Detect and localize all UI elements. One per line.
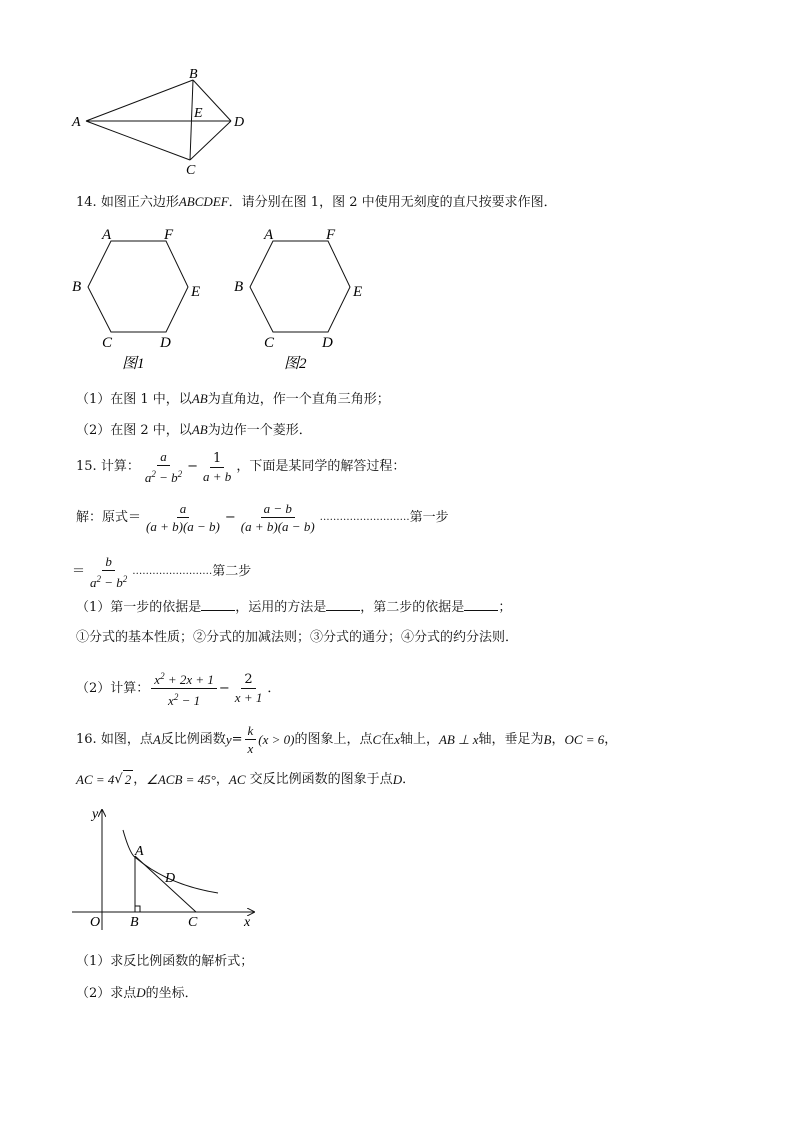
q16-comma-2: ， <box>604 731 618 747</box>
hex2-label-a: A <box>264 227 274 243</box>
q14-number: 14. <box>76 195 97 210</box>
q14-part2 <box>76 421 312 440</box>
right-angle-mark <box>135 906 140 912</box>
fig1-caption: 图1 <box>122 356 145 372</box>
q16-point-b: B <box>543 731 552 747</box>
q16-part2 <box>76 984 198 1003</box>
q15-number: 15. <box>76 459 97 474</box>
q16-angle: ∠ACB = 45° <box>146 771 216 787</box>
q16-part2-point-d: D <box>136 985 146 1000</box>
q16-point-a: A <box>152 731 161 747</box>
graph-label-x: x <box>244 915 251 930</box>
q14-stem <box>76 193 557 212</box>
hex2-label-b: B <box>234 279 244 295</box>
q15-solution-line2 <box>72 553 251 591</box>
label-d: D <box>234 115 245 130</box>
q15-dots-1: ……………………… <box>319 511 410 523</box>
q15-part2: （2）计算： $\frac{x^2 + 2x + 1}{x^2 - 1}$ − $\frac{2}{x + 1}$ ． <box>76 668 280 709</box>
hex2-label-c: C <box>264 335 275 351</box>
segment-ab <box>86 80 193 121</box>
q16-comma-1: ， <box>551 731 565 747</box>
q16-point-c: C <box>372 731 382 747</box>
hex1-label-e: E <box>191 284 201 300</box>
q16-x-axis-name: x <box>394 731 400 747</box>
q16-oc: OC = 6 <box>564 731 605 747</box>
q16-comma-3: ， <box>133 771 147 787</box>
label-a: A <box>72 115 81 130</box>
q16-part1-text: （1）求反比例函数的解析式； <box>76 954 254 969</box>
q15-part2-fraction-1: $\frac{x^2 + 2x + 1}{x^2 - 1}$ <box>151 668 217 709</box>
q16-t1: 如图，点 <box>100 731 153 747</box>
q14-hexagon-name: ABCDEF <box>178 194 229 209</box>
q16-number: 16. <box>76 731 97 747</box>
hexagon-figure-1 <box>68 222 208 372</box>
q14-part1-a: （1）在图 1 中，以 <box>76 392 192 407</box>
hex1-label-c: C <box>102 335 113 351</box>
q16-point-d: D <box>392 771 403 787</box>
q15-fraction-2: $\frac{1}{a + b}$ <box>203 450 232 484</box>
q16-t3: 的图象上，点 <box>294 731 373 747</box>
q15-part1-a: （1）第一步的依据是 <box>76 600 202 615</box>
graph-label-y: y <box>92 807 99 822</box>
q16-line2: AC = 4 √ 2 ， ∠ACB = 45° ， AC 交反比例函数的图象于点 D ． <box>76 771 416 787</box>
segment-ac <box>86 121 190 160</box>
graph-label-b: B <box>130 915 139 930</box>
q14-part2-seg: AB <box>191 422 208 437</box>
q15-after-text: ，下面是某同学的解答过程： <box>236 459 406 474</box>
q14-part2-a: （2）在图 2 中，以 <box>76 423 192 438</box>
hex1-label-a: A <box>102 227 112 243</box>
hex1-label-f: F <box>164 227 174 243</box>
q14-part1-seg: AB <box>191 391 208 406</box>
q16-graph <box>68 800 268 935</box>
q16-t6: 轴，垂足为 <box>478 731 544 747</box>
q15-equals: ＝ <box>72 564 86 579</box>
label-e: E <box>194 106 203 121</box>
q16-comma-4: ， <box>215 771 229 787</box>
q14-part1-b: 为直角边，作一个直角三角形； <box>207 392 390 407</box>
label-b: B <box>189 67 198 82</box>
q16-t7: 交反比例函数的图象于点 <box>249 771 393 787</box>
segment-cd <box>190 121 231 160</box>
graph-label-o: O <box>90 915 101 930</box>
q15-blank-1[interactable] <box>201 598 235 611</box>
q15-solution-fraction-2: $\frac{a - b}{(a + b)(a - b)}$ <box>240 501 315 534</box>
q15-part1-c: ，第二步的依据是 <box>360 600 465 615</box>
q16-ab-perp: AB ⊥ x <box>438 731 479 747</box>
q15-part2-label: （2）计算： <box>76 680 150 696</box>
q16-part2-a: （2）求点 <box>76 986 137 1001</box>
q16-part1 <box>76 953 253 971</box>
q15-dots-2: …………………… <box>132 566 213 577</box>
q14-text-after: ．请分别在图 1，图 2 中使用无刻度的直尺按要求作图． <box>228 195 557 210</box>
q15-part1 <box>76 598 511 617</box>
q14-part1 <box>76 390 390 409</box>
q15-blank-3[interactable] <box>464 598 498 611</box>
q15-options <box>76 629 518 647</box>
q15-solution-line1: 解：原式＝ $\frac{a}{(a + b)(a - b)}$ − $\frac{a - b}{(a + b)(a - b)}$ ……………………… 第一步 <box>76 501 449 534</box>
kite-figure <box>68 64 258 179</box>
q16-part2-b: 的坐标． <box>145 986 198 1001</box>
hexagon-1 <box>88 241 188 332</box>
q16-ac: AC = 4 <box>76 771 115 787</box>
graph-label-a: A <box>135 844 144 859</box>
q16-sqrt2: 2 <box>124 772 132 787</box>
segment-bc <box>190 80 193 160</box>
q15-step1: 第一步 <box>409 509 449 525</box>
q16-t5: 轴上， <box>399 731 439 747</box>
q16-period: ． <box>402 771 416 787</box>
q15-solution-fraction-1: $\frac{a}{(a + b)(a - b)}$ <box>146 501 220 534</box>
hexagon-figure-2 <box>230 222 370 372</box>
hex1-label-d: D <box>160 335 171 351</box>
q16-function-fraction: $\frac{k}{x}$ <box>245 722 257 757</box>
q15-solution-label: 解：原式＝ <box>76 509 142 525</box>
q16-t2: 反比例函数 <box>160 731 226 747</box>
q15-options-text: ①分式的基本性质；②分式的加减法则；③分式的通分；④分式的约分法则． <box>76 630 519 645</box>
q15-step2: 第二步 <box>212 564 252 579</box>
q15-stem: 15. 计算： $\frac{a}{a^2 - b^2}$ − $\frac{1}{a + b}$ ，下面是某同学的解答过程： <box>76 449 406 485</box>
graph-label-c: C <box>188 915 198 930</box>
q15-blank-2[interactable] <box>326 598 360 611</box>
q15-fraction-1: $\frac{a}{a^2 - b^2}$ <box>144 449 183 485</box>
label-c: C <box>186 163 196 178</box>
q16-t4: 在 <box>381 731 395 747</box>
q15-part1-b: ，运用的方法是 <box>235 600 327 615</box>
graph-label-d: D <box>165 871 176 886</box>
hex2-label-d: D <box>322 335 333 351</box>
q14-part2-b: 为边作一个菱形． <box>207 423 312 438</box>
q14-text-before: 如图正六边形 <box>100 195 179 210</box>
fig2-caption: 图2 <box>284 356 307 372</box>
q15-part2-period: ． <box>267 680 281 696</box>
hex2-label-f: F <box>326 227 336 243</box>
q16-line1: 16. 如图，点 A 反比例函数 y = $\frac{k}{x}$ (x > 0) 的图象上，点 C 在 x 轴上， AB ⊥ x 轴，垂足为 B ， OC = 6 ， <box>76 723 618 756</box>
q15-part2-fraction-2: $\frac{2}{x + 1}$ <box>234 672 263 705</box>
hexagon-2 <box>250 241 350 332</box>
q15-part1-d: ； <box>498 600 512 615</box>
hex2-label-e: E <box>353 284 363 300</box>
q15-calc-label: 计算： <box>100 459 140 474</box>
q15-solution-fraction-3: $\frac{b}{a^2 - b^2}$ <box>90 554 128 590</box>
hex1-label-b: B <box>72 279 82 295</box>
